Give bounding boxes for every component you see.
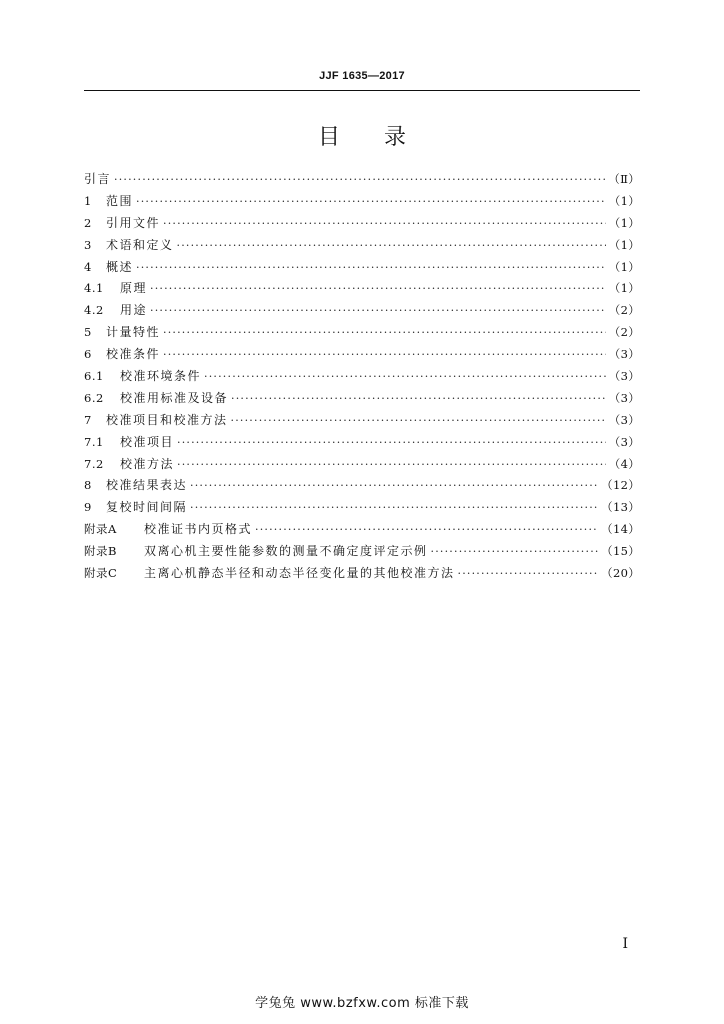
toc-entry-7[interactable]: [84, 410, 640, 432]
toc-leader-dots: [431, 541, 599, 563]
toc-entry-label: 原理: [120, 281, 148, 296]
toc-entry-1[interactable]: [84, 191, 640, 213]
toc-leader-dots: [458, 563, 599, 585]
toc-entry-9[interactable]: [84, 497, 640, 519]
toc-entry-label: 范围: [106, 193, 134, 208]
toc-entry-label: 计量特性: [106, 325, 161, 340]
toc-entry-page: （13）: [601, 500, 640, 515]
toc-entry-4-2[interactable]: [84, 300, 640, 322]
toc-entry-8[interactable]: [84, 475, 640, 497]
toc-entry-3[interactable]: [84, 235, 640, 257]
toc-entry-number: 7.2: [84, 456, 104, 471]
toc-entry-page: （2）: [608, 325, 640, 340]
toc-leader-dots: [163, 322, 606, 344]
toc-entry-label: 校准条件: [106, 347, 161, 362]
toc-entry-page: （3）: [608, 412, 640, 427]
toc-entry-page: （3）: [608, 390, 640, 405]
toc-entry-number: 4.1: [84, 281, 104, 296]
toc-leader-dots: [231, 410, 606, 432]
toc-entry-2[interactable]: [84, 213, 640, 235]
toc-leader-dots: [177, 235, 606, 257]
toc-entry-label: 复校时间间隔: [106, 500, 188, 515]
toc-leader-dots: [177, 454, 606, 476]
header-divider: [84, 90, 640, 91]
toc-entry-4-1[interactable]: [84, 278, 640, 300]
toc-entry-5[interactable]: [84, 322, 640, 344]
toc-entry-number: 2: [84, 215, 92, 230]
toc-entry-page: （14）: [601, 522, 640, 537]
toc-entry-number: 附录B: [84, 544, 117, 559]
toc-entry-appendix-b[interactable]: [84, 541, 640, 563]
toc-entry-6-2[interactable]: [84, 388, 640, 410]
toc-entry-label: 引用文件: [106, 215, 161, 230]
toc-entry-label: 双离心机主要性能参数的测量不确定度评定示例: [144, 544, 428, 559]
toc-entry-page: （1）: [608, 215, 640, 230]
toc-leader-dots: [163, 213, 606, 235]
toc-entry-number: 5: [84, 325, 92, 340]
toc-leader-dots: [177, 432, 606, 454]
toc-entry-number: 7.1: [84, 434, 104, 449]
toc-leader-dots: [163, 344, 606, 366]
toc-entry-page: （3）: [608, 369, 640, 384]
toc-entry-number: 6.1: [84, 369, 104, 384]
toc-entry-number: 附录A: [84, 522, 117, 537]
document-code-header: JJF 1635—2017: [319, 70, 405, 82]
toc-entry-page: （1）: [608, 193, 640, 208]
toc-entry-label: 校准结果表达: [106, 478, 188, 493]
toc-entry-number: 8: [84, 478, 92, 493]
toc-entry-6[interactable]: [84, 344, 640, 366]
toc-entry-number: 3: [84, 237, 92, 252]
toc-leader-dots: [150, 278, 606, 300]
toc-entry-appendix-a[interactable]: [84, 519, 640, 541]
toc-entry-label: 用途: [120, 303, 148, 318]
toc-leader-dots: [136, 191, 606, 213]
toc-entry-number: 6.2: [84, 390, 104, 405]
page-number: I: [622, 936, 628, 952]
toc-leader-dots: [114, 169, 605, 191]
toc-entry-page: （3）: [608, 347, 640, 362]
table-of-contents: [84, 169, 640, 585]
toc-entry-label: 校准证书内页格式: [144, 522, 253, 537]
toc-entry-number: 1: [84, 193, 92, 208]
toc-entry-7-1[interactable]: [84, 432, 640, 454]
toc-entry-page: （1）: [608, 259, 640, 274]
toc-entry-appendix-c[interactable]: [84, 563, 640, 585]
footer-watermark-text: 学兔兔 www.bzfxw.com 标准下载: [255, 996, 469, 1011]
toc-title: 目录: [317, 125, 450, 150]
toc-leader-dots: [190, 497, 598, 519]
toc-entry-page: （Ⅱ）: [608, 172, 640, 186]
toc-entry-number: 4.2: [84, 303, 104, 318]
toc-entry-label: 校准环境条件: [120, 369, 202, 384]
toc-leader-dots: [204, 366, 606, 388]
toc-entry-7-2[interactable]: [84, 454, 640, 476]
toc-entry-4[interactable]: [84, 257, 640, 279]
toc-entry-page: （15）: [601, 544, 640, 559]
toc-entry-page: （2）: [608, 303, 640, 318]
toc-entry-page: （12）: [601, 478, 640, 493]
toc-entry-label: 校准项目和校准方法: [106, 412, 228, 427]
toc-entry-intro[interactable]: [84, 169, 640, 191]
toc-entry-6-1[interactable]: [84, 366, 640, 388]
toc-entry-page: （1）: [608, 281, 640, 296]
toc-entry-number: 9: [84, 500, 92, 515]
toc-entry-number: 4: [84, 259, 92, 274]
toc-leader-dots: [255, 519, 598, 541]
toc-entry-label: 术语和定义: [106, 237, 174, 252]
toc-entry-page: （3）: [608, 434, 640, 449]
toc-entry-number: 7: [84, 412, 92, 427]
toc-leader-dots: [231, 388, 606, 410]
toc-entry-label: 校准项目: [120, 434, 175, 449]
toc-entry-page: （4）: [608, 456, 640, 471]
toc-entry-number: 附录C: [84, 566, 118, 581]
toc-entry-label: 校准用标准及设备: [120, 390, 229, 405]
toc-entry-label: 主离心机静态半径和动态半径变化量的其他校准方法: [144, 566, 455, 581]
toc-entry-label: 引言: [84, 172, 112, 186]
toc-entry-number: 6: [84, 347, 92, 362]
toc-entry-label: 校准方法: [120, 456, 175, 471]
toc-leader-dots: [190, 475, 598, 497]
toc-leader-dots: [136, 257, 606, 279]
toc-entry-page: （20）: [601, 566, 640, 581]
toc-entry-page: （1）: [608, 237, 640, 252]
toc-entry-label: 概述: [106, 259, 134, 274]
toc-leader-dots: [150, 300, 606, 322]
